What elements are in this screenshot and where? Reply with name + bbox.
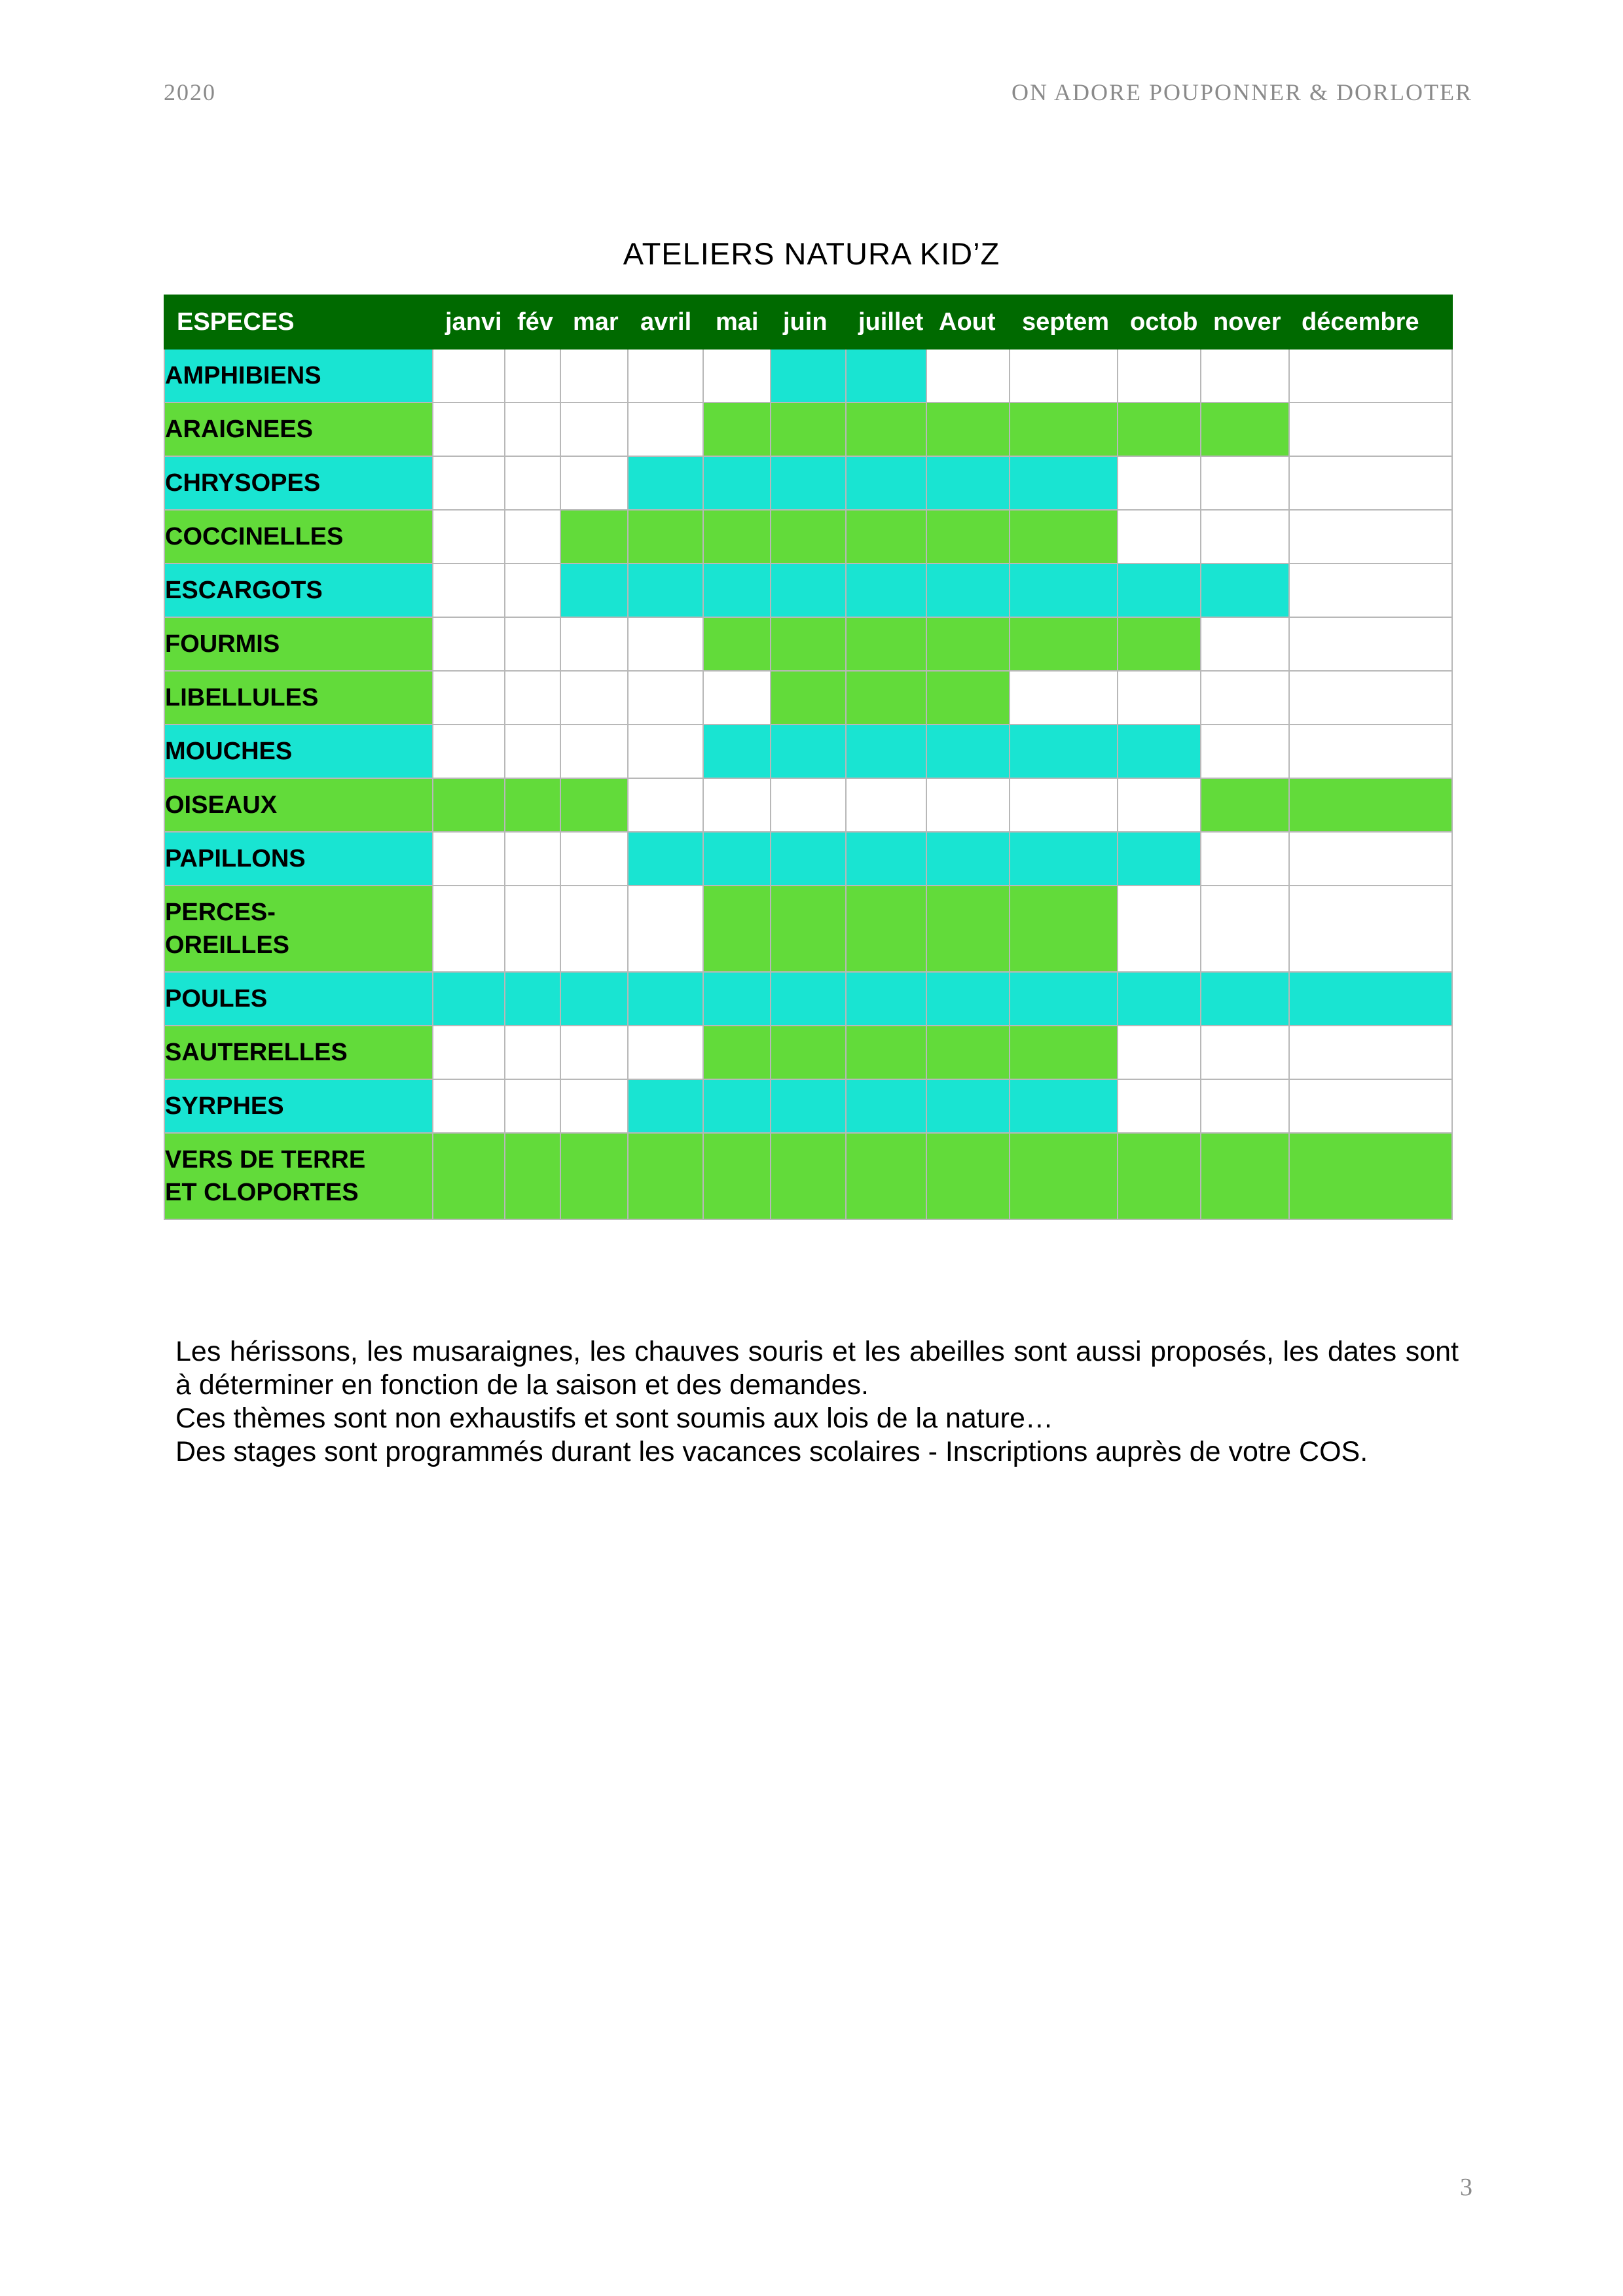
month-cell bbox=[628, 564, 703, 617]
month-cell bbox=[560, 564, 628, 617]
species-name: PAPILLONS bbox=[164, 832, 433, 886]
month-cell bbox=[560, 886, 628, 972]
month-cell bbox=[926, 456, 1010, 510]
month-cell bbox=[926, 1079, 1010, 1133]
species-name: ESCARGOTS bbox=[164, 564, 433, 617]
month-cell bbox=[1010, 456, 1118, 510]
workshop-calendar-table bbox=[164, 295, 1453, 1220]
month-cell bbox=[560, 832, 628, 886]
month-cell bbox=[1201, 1026, 1289, 1079]
month-cell bbox=[1289, 972, 1452, 1026]
month-cell bbox=[628, 778, 703, 832]
month-cell bbox=[846, 617, 926, 671]
month-cell bbox=[560, 1026, 628, 1079]
month-header: Aout bbox=[926, 295, 1010, 349]
month-cell bbox=[505, 403, 560, 456]
month-cell bbox=[628, 1133, 703, 1219]
month-cell bbox=[846, 832, 926, 886]
month-cell bbox=[703, 725, 771, 778]
table-row bbox=[164, 456, 1452, 510]
month-cell bbox=[505, 972, 560, 1026]
month-cell bbox=[703, 403, 771, 456]
month-cell bbox=[846, 564, 926, 617]
notes-block bbox=[175, 1335, 1459, 1469]
month-cell bbox=[846, 1079, 926, 1133]
month-cell bbox=[846, 456, 926, 510]
month-cell bbox=[771, 1079, 846, 1133]
month-cell bbox=[628, 832, 703, 886]
month-cell bbox=[433, 617, 505, 671]
month-cell bbox=[433, 510, 505, 564]
month-header: septem bbox=[1010, 295, 1118, 349]
month-cell bbox=[560, 349, 628, 403]
month-cell bbox=[1201, 671, 1289, 725]
month-cell bbox=[846, 1133, 926, 1219]
month-cell bbox=[505, 778, 560, 832]
month-cell bbox=[1118, 564, 1201, 617]
month-cell bbox=[771, 403, 846, 456]
table-row bbox=[164, 349, 1452, 403]
month-cell bbox=[628, 671, 703, 725]
species-name-line: PERCES- bbox=[165, 899, 276, 926]
month-cell bbox=[703, 778, 771, 832]
table-body bbox=[164, 349, 1452, 1219]
month-cell bbox=[1010, 403, 1118, 456]
month-cell bbox=[560, 671, 628, 725]
month-header: avril bbox=[628, 295, 703, 349]
month-header: janvi bbox=[433, 295, 505, 349]
month-cell bbox=[1118, 403, 1201, 456]
month-header: octob bbox=[1118, 295, 1201, 349]
species-name: CHRYSOPES bbox=[164, 456, 433, 510]
month-cell bbox=[926, 832, 1010, 886]
month-cell bbox=[628, 510, 703, 564]
month-cell bbox=[1289, 1133, 1452, 1219]
month-cell bbox=[433, 972, 505, 1026]
species-name-line: ET CLOPORTES bbox=[165, 1179, 359, 1206]
month-cell bbox=[433, 1079, 505, 1133]
month-cell bbox=[560, 972, 628, 1026]
month-cell bbox=[846, 671, 926, 725]
month-cell bbox=[1010, 1133, 1118, 1219]
month-cell bbox=[926, 725, 1010, 778]
month-cell bbox=[771, 456, 846, 510]
month-cell bbox=[505, 564, 560, 617]
month-cell bbox=[1289, 456, 1452, 510]
month-cell bbox=[771, 617, 846, 671]
month-cell bbox=[703, 1133, 771, 1219]
month-cell bbox=[505, 1026, 560, 1079]
month-cell bbox=[1201, 617, 1289, 671]
month-cell bbox=[1118, 1079, 1201, 1133]
table-row bbox=[164, 403, 1452, 456]
month-cell bbox=[771, 725, 846, 778]
table-row bbox=[164, 778, 1452, 832]
month-cell bbox=[1010, 617, 1118, 671]
month-cell bbox=[771, 349, 846, 403]
month-cell bbox=[560, 1079, 628, 1133]
month-cell bbox=[1289, 725, 1452, 778]
month-cell bbox=[1201, 725, 1289, 778]
month-cell bbox=[433, 832, 505, 886]
month-header: mai bbox=[703, 295, 771, 349]
month-cell bbox=[1201, 1079, 1289, 1133]
month-cell bbox=[703, 456, 771, 510]
table-row bbox=[164, 1079, 1452, 1133]
month-cell bbox=[1289, 886, 1452, 972]
month-cell bbox=[1289, 832, 1452, 886]
month-cell bbox=[1118, 456, 1201, 510]
month-cell bbox=[1289, 510, 1452, 564]
month-cell bbox=[1289, 1026, 1452, 1079]
species-name-line: OREILLES bbox=[165, 931, 290, 959]
month-header: mar bbox=[560, 295, 628, 349]
month-cell bbox=[846, 1026, 926, 1079]
month-cell bbox=[1010, 564, 1118, 617]
month-cell bbox=[628, 617, 703, 671]
month-cell bbox=[560, 725, 628, 778]
month-cell bbox=[1010, 671, 1118, 725]
month-cell bbox=[560, 1133, 628, 1219]
header-year: 2020 bbox=[164, 79, 216, 105]
month-cell bbox=[703, 1026, 771, 1079]
month-cell bbox=[1118, 886, 1201, 972]
species-name: FOURMIS bbox=[164, 617, 433, 671]
month-cell bbox=[1010, 972, 1118, 1026]
table-header-row bbox=[164, 295, 1452, 349]
month-cell bbox=[1118, 832, 1201, 886]
month-cell bbox=[1010, 349, 1118, 403]
month-cell bbox=[1289, 617, 1452, 671]
month-cell bbox=[628, 403, 703, 456]
month-cell bbox=[433, 671, 505, 725]
month-cell bbox=[1201, 886, 1289, 972]
month-cell bbox=[505, 1079, 560, 1133]
month-cell bbox=[1289, 1079, 1452, 1133]
month-cell bbox=[703, 832, 771, 886]
table-row bbox=[164, 510, 1452, 564]
month-cell bbox=[703, 510, 771, 564]
month-cell bbox=[505, 349, 560, 403]
month-cell bbox=[433, 778, 505, 832]
species-name: OISEAUX bbox=[164, 778, 433, 832]
month-cell bbox=[1118, 617, 1201, 671]
month-cell bbox=[1118, 725, 1201, 778]
month-cell bbox=[1201, 972, 1289, 1026]
month-cell bbox=[560, 617, 628, 671]
month-header: fév bbox=[505, 295, 560, 349]
month-cell bbox=[926, 403, 1010, 456]
table-row bbox=[164, 725, 1452, 778]
month-cell bbox=[926, 886, 1010, 972]
month-cell bbox=[1118, 349, 1201, 403]
month-cell bbox=[1201, 349, 1289, 403]
month-cell bbox=[1010, 725, 1118, 778]
month-cell bbox=[628, 1079, 703, 1133]
month-cell bbox=[771, 671, 846, 725]
month-cell bbox=[846, 349, 926, 403]
month-cell bbox=[433, 349, 505, 403]
month-cell bbox=[1289, 403, 1452, 456]
species-name bbox=[164, 886, 433, 972]
month-cell bbox=[1289, 564, 1452, 617]
table-row bbox=[164, 972, 1452, 1026]
month-cell bbox=[846, 778, 926, 832]
month-cell bbox=[1118, 1026, 1201, 1079]
month-cell bbox=[433, 456, 505, 510]
month-cell bbox=[771, 832, 846, 886]
month-cell bbox=[1118, 510, 1201, 564]
species-name: LIBELLULES bbox=[164, 671, 433, 725]
month-cell bbox=[771, 972, 846, 1026]
month-cell bbox=[703, 972, 771, 1026]
table-row bbox=[164, 1133, 1452, 1219]
month-header: nover bbox=[1201, 295, 1289, 349]
month-cell bbox=[771, 1133, 846, 1219]
month-cell bbox=[703, 886, 771, 972]
month-cell bbox=[1201, 1133, 1289, 1219]
table-row bbox=[164, 832, 1452, 886]
month-cell bbox=[1118, 1133, 1201, 1219]
month-cell bbox=[1289, 778, 1452, 832]
month-cell bbox=[505, 671, 560, 725]
species-name: MOUCHES bbox=[164, 725, 433, 778]
month-cell bbox=[560, 778, 628, 832]
table-row bbox=[164, 564, 1452, 617]
month-cell bbox=[1201, 456, 1289, 510]
month-cell bbox=[703, 564, 771, 617]
month-cell bbox=[505, 832, 560, 886]
month-cell bbox=[433, 886, 505, 972]
month-cell bbox=[1118, 778, 1201, 832]
month-header: juin bbox=[771, 295, 846, 349]
month-cell bbox=[433, 564, 505, 617]
table-row bbox=[164, 617, 1452, 671]
month-cell bbox=[1201, 778, 1289, 832]
month-cell bbox=[628, 725, 703, 778]
species-name-line: VERS DE TERRE bbox=[165, 1146, 366, 1174]
note-paragraph: Ces thèmes sont non exhaustifs et sont soumis aux lois de la nature… bbox=[175, 1403, 1053, 1434]
month-cell bbox=[1201, 832, 1289, 886]
month-cell bbox=[433, 725, 505, 778]
month-cell bbox=[1201, 403, 1289, 456]
month-cell bbox=[628, 349, 703, 403]
month-cell bbox=[1201, 564, 1289, 617]
month-cell bbox=[560, 510, 628, 564]
species-name: COCCINELLES bbox=[164, 510, 433, 564]
month-cell bbox=[1289, 671, 1452, 725]
header-title: ON ADORE POUPONNER & DORLOTER bbox=[1011, 79, 1472, 105]
month-cell bbox=[846, 725, 926, 778]
month-cell bbox=[560, 403, 628, 456]
month-cell bbox=[926, 349, 1010, 403]
month-cell bbox=[846, 510, 926, 564]
month-cell bbox=[926, 1026, 1010, 1079]
month-cell bbox=[926, 972, 1010, 1026]
note-paragraph: Les hérissons, les musaraignes, les chauves souris et les abeilles sont aussi proposés, les dates sont à déterminer en fonction de la saison et des demandes. bbox=[175, 1336, 1459, 1401]
month-cell bbox=[1010, 1026, 1118, 1079]
month-cell bbox=[771, 778, 846, 832]
month-cell bbox=[1010, 510, 1118, 564]
month-cell bbox=[628, 456, 703, 510]
month-cell bbox=[628, 886, 703, 972]
month-cell bbox=[560, 456, 628, 510]
note-paragraph: Des stages sont programmés durant les vacances scolaires - Inscriptions auprès de votre COS. bbox=[175, 1436, 1368, 1467]
month-cell bbox=[926, 510, 1010, 564]
month-cell bbox=[926, 1133, 1010, 1219]
month-cell bbox=[1010, 778, 1118, 832]
month-cell bbox=[926, 671, 1010, 725]
month-cell bbox=[628, 972, 703, 1026]
month-cell bbox=[771, 886, 846, 972]
month-cell bbox=[846, 403, 926, 456]
table-row bbox=[164, 886, 1452, 972]
month-cell bbox=[433, 1026, 505, 1079]
month-cell bbox=[505, 456, 560, 510]
month-cell bbox=[1118, 972, 1201, 1026]
month-cell bbox=[771, 510, 846, 564]
month-cell bbox=[628, 1026, 703, 1079]
species-name bbox=[164, 1133, 433, 1219]
species-column-header: ESPECES bbox=[164, 295, 433, 349]
month-cell bbox=[703, 1079, 771, 1133]
month-cell bbox=[505, 725, 560, 778]
month-cell bbox=[846, 886, 926, 972]
table-row bbox=[164, 671, 1452, 725]
month-cell bbox=[703, 671, 771, 725]
species-name: SAUTERELLES bbox=[164, 1026, 433, 1079]
table-row bbox=[164, 1026, 1452, 1079]
species-name: AMPHIBIENS bbox=[164, 349, 433, 403]
month-header: juillet bbox=[846, 295, 926, 349]
month-cell bbox=[1289, 349, 1452, 403]
month-cell bbox=[703, 349, 771, 403]
page-title: ATELIERS NATURA KID’Z bbox=[623, 236, 1000, 271]
species-name: ARAIGNEES bbox=[164, 403, 433, 456]
month-cell bbox=[433, 403, 505, 456]
month-cell bbox=[433, 1133, 505, 1219]
month-header: décembre bbox=[1289, 295, 1452, 349]
month-cell bbox=[846, 972, 926, 1026]
month-cell bbox=[505, 1133, 560, 1219]
month-cell bbox=[505, 617, 560, 671]
month-cell bbox=[771, 564, 846, 617]
month-cell bbox=[771, 1026, 846, 1079]
month-cell bbox=[1201, 510, 1289, 564]
page-number: 3 bbox=[1460, 2174, 1472, 2201]
month-cell bbox=[505, 886, 560, 972]
month-cell bbox=[1010, 1079, 1118, 1133]
month-cell bbox=[1010, 832, 1118, 886]
month-cell bbox=[926, 778, 1010, 832]
month-cell bbox=[926, 564, 1010, 617]
month-cell bbox=[703, 617, 771, 671]
month-cell bbox=[1010, 886, 1118, 972]
month-cell bbox=[505, 510, 560, 564]
species-name: POULES bbox=[164, 972, 433, 1026]
month-cell bbox=[1118, 671, 1201, 725]
month-cell bbox=[926, 617, 1010, 671]
species-name: SYRPHES bbox=[164, 1079, 433, 1133]
